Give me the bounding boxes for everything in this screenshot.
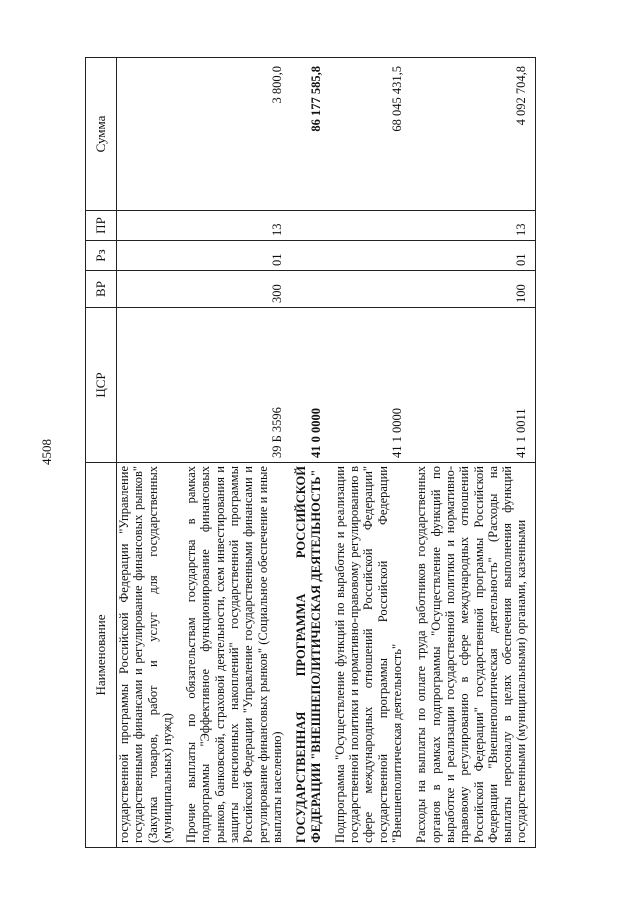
table-row [180, 58, 290, 848]
row-rz: 01 [410, 241, 535, 271]
table-row [410, 58, 535, 848]
row-sum: 4 092 704,8 [410, 58, 535, 211]
row-pr [117, 211, 181, 241]
row-sum: 86 177 585,8 [290, 58, 329, 211]
budget-table [85, 57, 536, 848]
row-vr [329, 271, 410, 308]
row-name: Расходы на выплаты по оплате труда работников государственных органов в рамках подпрограммы "Осуществление функций по выработке и реализации государственной политики и нормативно-правовому регулированию в сфере международных отношений Российской Федерации" государственной программы Российской Федерации "Внешнеполитическая деятельность" (Расходы на выплаты персоналу в целях обеспечения выполнения функций государственными (муниципальными) органами, казенными [410, 463, 535, 848]
header-csr: ЦСР [86, 308, 117, 463]
header-sum: Сумма [86, 58, 117, 211]
row-rz [329, 241, 410, 271]
row-csr: 39 Б 3596 [180, 308, 290, 463]
row-csr: 41 0 0000 [290, 308, 329, 463]
row-pr [290, 211, 329, 241]
table-row [290, 58, 329, 848]
budget-table-container [85, 58, 605, 848]
row-name: Прочие выплаты по обязательствам государства в рамках подпрограммы "Эффективное функционирование финансовых рынков, банковской, страховой деятельности, схем инвестирования и защиты пенсионных накоплений" государственной программы Российской Федерации "Управление государственными финансами и регулирование финансовых рынков" (Социальное обеспечение и иные выплаты населению) [180, 463, 290, 848]
row-name: ГОСУДАРСТВЕННАЯ ПРОГРАММА РОССИЙСКОЙ ФЕДЕРАЦИИ "ВНЕШНЕПОЛИТИЧЕСКАЯ ДЕЯТЕЛЬНОСТЬ" [290, 463, 329, 848]
row-sum [117, 58, 181, 211]
row-sum: 68 045 431,5 [329, 58, 410, 211]
row-vr: 100 [410, 271, 535, 308]
row-rz [290, 241, 329, 271]
row-rz [117, 241, 181, 271]
table-header-row [86, 58, 117, 848]
header-pr: ПР [86, 211, 117, 241]
row-vr [117, 271, 181, 308]
header-name: Наименование [86, 463, 117, 848]
row-csr: 41 1 0000 [329, 308, 410, 463]
header-rz: Рз [86, 241, 117, 271]
table-row [117, 58, 181, 848]
row-pr: 13 [180, 211, 290, 241]
row-pr: 13 [410, 211, 535, 241]
row-vr [290, 271, 329, 308]
page-number: 4508 [39, 439, 54, 465]
row-vr: 300 [180, 271, 290, 308]
row-pr [329, 211, 410, 241]
row-sum: 3 800,0 [180, 58, 290, 211]
row-csr [117, 308, 181, 463]
row-csr: 41 1 0011 [410, 308, 535, 463]
row-rz: 01 [180, 241, 290, 271]
row-name: Подпрограмма "Осуществление функций по выработке и реализации государственной политики и нормативно-правовому регулированию в сфере международных отношений Российской Федерации" государственной программы Российской Федерации "Внешнеполитическая деятельность" [329, 463, 410, 848]
row-name: государственной программы Российской Федерации "Управление государственными финансами и регулирование финансовых рынков" (Закупка товаров, работ и услуг для государственных (муниципальных) нужд) [117, 463, 181, 848]
table-row [329, 58, 410, 848]
header-vr: ВР [86, 271, 117, 308]
